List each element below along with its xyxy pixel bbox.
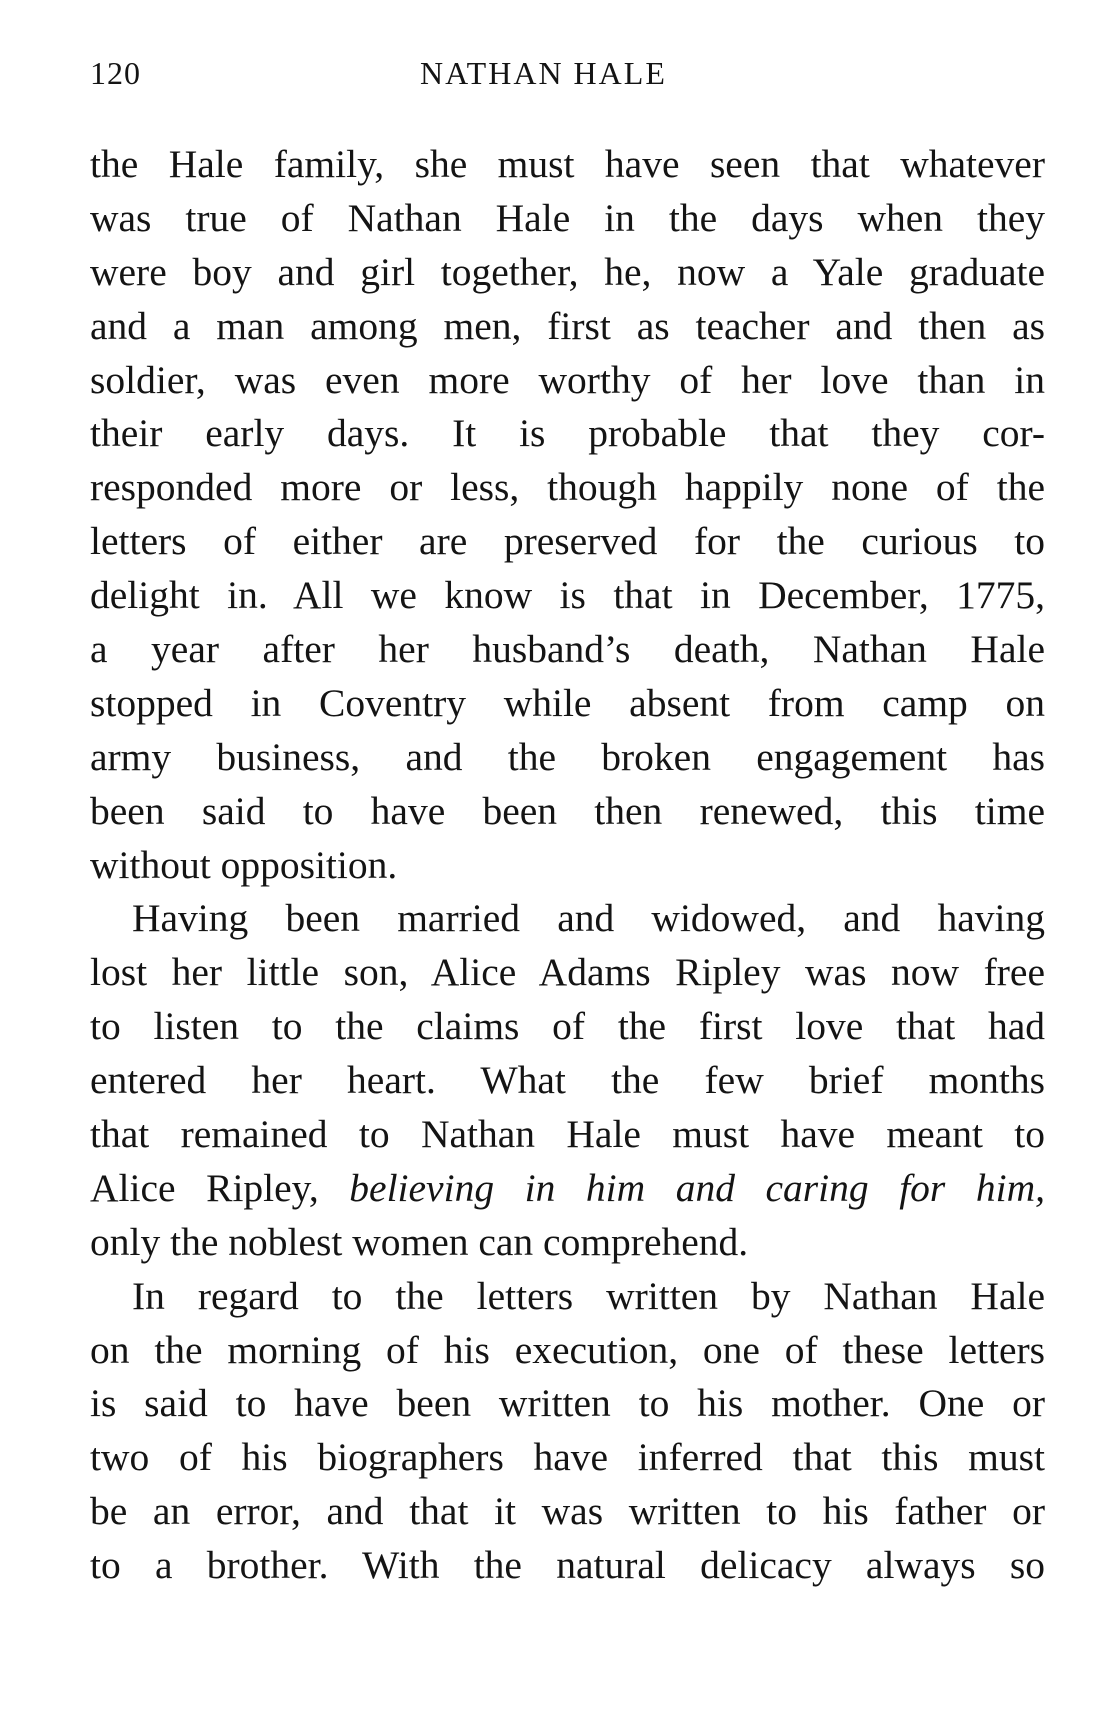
text-line: the Hale family, she must have seen that whatever <box>90 142 1045 186</box>
running-title: NATHAN HALE <box>420 55 667 91</box>
text-line: letters of either are preserved for the curious to <box>90 519 1045 564</box>
italic-text: believing in him and caring for him, <box>349 1165 1045 1210</box>
paragraph-start-line: In regard to the letters written by Nathan Hale <box>132 1273 1045 1318</box>
body-text <box>90 138 1045 1593</box>
text-line: lost her little son, Alice Adams Ripley was now free <box>90 950 1045 995</box>
running-head <box>90 55 1045 99</box>
text-line: soldier, was even more worthy of her love than in <box>90 357 1045 402</box>
text-line: was true of Nathan Hale in the days when they <box>90 195 1045 240</box>
text-line: their early days. It is probable that they cor- <box>90 411 1045 456</box>
text-line: been said to have been then renewed, this time <box>90 788 1045 833</box>
text-line: a year after her husband’s death, Nathan Hale <box>90 627 1045 672</box>
page-number: 120 <box>90 55 141 91</box>
text-line: responded more or less, though happily none of the <box>90 465 1045 510</box>
text-line: and a man among men, first as teacher and then as <box>90 303 1045 348</box>
text-line: to listen to the claims of the first love that had <box>90 1004 1045 1049</box>
text-line: stopped in Coventry while absent from camp on <box>90 680 1045 725</box>
text-line: is said to have been written to his mother. One or <box>90 1381 1045 1426</box>
paragraph-start-line: Having been married and widowed, and having <box>132 896 1045 941</box>
paragraph-end-line: only the noblest women can comprehend. <box>90 1219 749 1264</box>
text-line: entered her heart. What the few brief months <box>90 1058 1045 1103</box>
text-line: on the morning of his execution, one of these letters <box>90 1327 1045 1372</box>
text-line: delight in. All we know is that in December, 1775, <box>90 573 1045 618</box>
text-line: to a brother. With the natural delicacy always so <box>90 1543 1045 1588</box>
roman-text: Alice Ripley, <box>90 1165 350 1210</box>
paragraph-end-line: without opposition. <box>90 842 398 887</box>
text-line: be an error, and that it was written to his father or <box>90 1489 1045 1534</box>
text-line-with-italics <box>90 1162 1045 1216</box>
text-line: two of his biographers have inferred that this must <box>90 1435 1045 1480</box>
text-line: that remained to Nathan Hale must have meant to <box>90 1112 1045 1157</box>
text-line: were boy and girl together, he, now a Yale graduate <box>90 249 1045 294</box>
text-line: army business, and the broken engagement has <box>90 734 1045 779</box>
